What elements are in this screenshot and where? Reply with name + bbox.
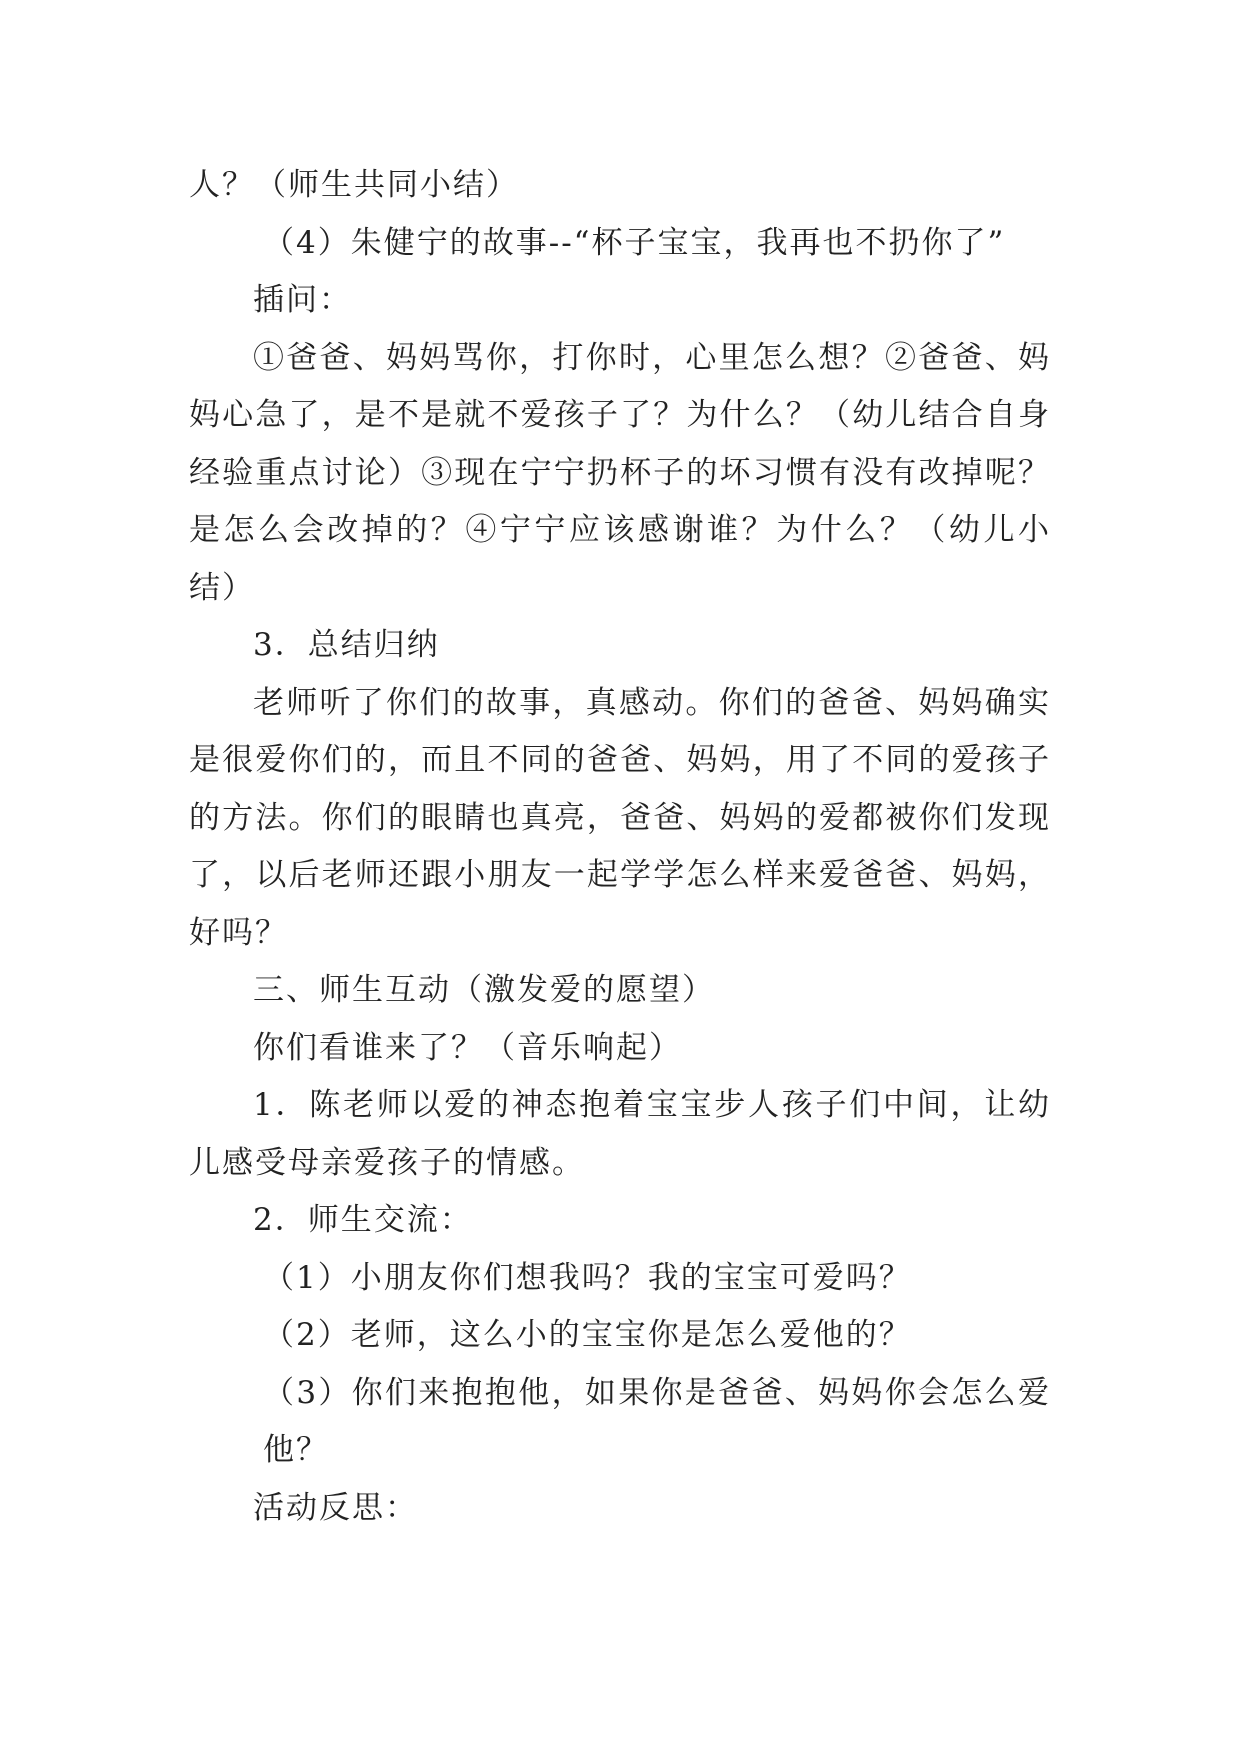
paragraph-reflection-heading: 活动反思：: [253, 1489, 418, 1526]
paragraph-interject-heading: 插问：: [253, 282, 352, 318]
paragraph-summary-question: 人？（师生共同小结）: [189, 167, 519, 203]
paragraph-step-1: 1．陈老师以爱的神态抱着宝宝步人孩子们中间，让幼儿感受母亲爱孩子的情感。: [189, 1087, 1051, 1181]
paragraph-section-3-heading: 3．总结归纳: [253, 627, 440, 663]
paragraph-part-3-heading: 三、师生互动（激发爱的愿望）: [253, 972, 715, 1008]
paragraph-who-came: 你们看谁来了？（音乐响起）: [253, 1029, 682, 1066]
paragraph-exchange-3: （3）你们来抱抱他，如果你是爸爸、妈妈你会怎么爱他？: [263, 1374, 1051, 1468]
paragraph-story-4: （4）朱健宁的故事--“杯子宝宝，我再也不扔你了”: [263, 224, 1006, 261]
paragraph-questions: ①爸爸、妈妈骂你，打你时，心里怎么想？②爸爸、妈妈心急了，是不是就不爱孩子了？为什么？（幼儿结合自身经验重点讨论）③现在宁宁扔杯子的坏习惯有没有改掉呢？是怎么会改掉的？④宁宁应该感谢谁？为什么？（幼儿小结）: [189, 339, 1051, 606]
paragraph-teacher-summary: 老师听了你们的故事，真感动。你们的爸爸、妈妈确实是很爱你们的，而且不同的爸爸、妈妈，用了不同的爱孩子的方法。你们的眼睛也真亮，爸爸、妈妈的爱都被你们发现了，以后老师还跟小朋友一起学学怎么样来爱爸爸、妈妈，好吗？: [189, 684, 1051, 951]
paragraph-step-2-heading: 2．师生交流：: [253, 1202, 473, 1238]
paragraph-exchange-1: （1）小朋友你们想我吗？我的宝宝可爱吗？: [263, 1259, 912, 1296]
paragraph-exchange-2: （2）老师，这么小的宝宝你是怎么爱他的？: [263, 1317, 912, 1353]
document-body: [189, 157, 1051, 1537]
